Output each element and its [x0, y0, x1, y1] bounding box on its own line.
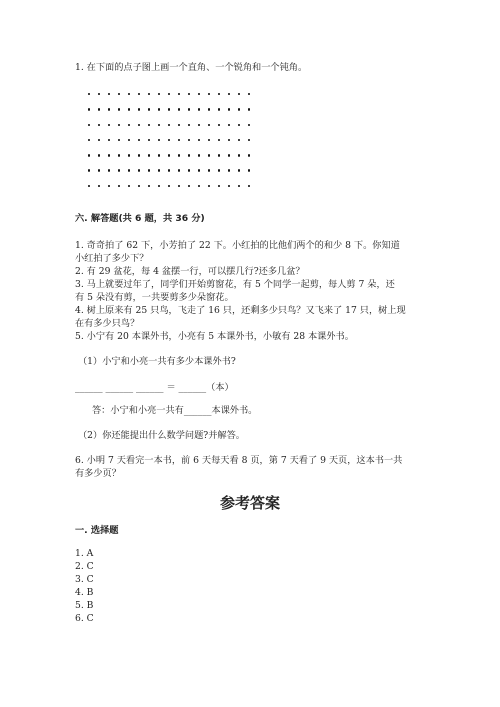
- problem-1-line-2: 小红拍了多少下？: [75, 253, 149, 264]
- problem-1-line-1: 1. 奇奇拍了 62 下，小芳拍了 22 下。小红拍的比他们两个的和少 8 下。你知道: [75, 240, 400, 251]
- grid-dot: [88, 154, 90, 156]
- grid-dot: [178, 169, 180, 171]
- grid-dot: [148, 124, 150, 126]
- grid-dot: [98, 139, 100, 141]
- problem-5-subquestion-2: （2）你还能提出什么数学问题?并解答。: [78, 430, 245, 441]
- grid-dot: [198, 108, 200, 110]
- grid-dot: [158, 154, 160, 156]
- grid-dot: [138, 185, 140, 187]
- grid-dot: [118, 185, 120, 187]
- problem-5-answer: 答：小宁和小亮一共有______本课外书。: [92, 405, 258, 416]
- grid-dot: [188, 124, 190, 126]
- grid-dot: [148, 185, 150, 187]
- grid-dot: [128, 108, 130, 110]
- problem-3-line-1: 3. 马上就要过年了，同学们开始剪窗花，有 5 个同学一起剪，每人剪 7 朵，还: [75, 279, 395, 290]
- grid-dot: [148, 93, 150, 95]
- grid-dot: [168, 124, 170, 126]
- grid-dot: [208, 185, 210, 187]
- grid-dot: [168, 154, 170, 156]
- grid-dot: [218, 139, 220, 141]
- dot-row: [88, 154, 258, 169]
- grid-dot: [88, 169, 90, 171]
- grid-dot: [178, 154, 180, 156]
- dot-row: [88, 124, 258, 139]
- grid-dot: [188, 154, 190, 156]
- grid-dot: [88, 185, 90, 187]
- grid-dot: [138, 139, 140, 141]
- grid-dot: [158, 124, 160, 126]
- grid-dot: [188, 185, 190, 187]
- grid-dot: [208, 124, 210, 126]
- grid-dot: [148, 169, 150, 171]
- problem-2: 2. 有 29 盆花，每 4 盆摆一行，可以摆几行?还多几盆？: [75, 266, 305, 277]
- grid-dot: [198, 93, 200, 95]
- problem-5-equation: ______ ______ ______ ＝ ______（本）: [75, 382, 234, 393]
- grid-dot: [128, 93, 130, 95]
- grid-dot: [98, 124, 100, 126]
- grid-dot: [238, 169, 240, 171]
- grid-dot: [98, 185, 100, 187]
- grid-dot: [138, 93, 140, 95]
- grid-dot: [178, 185, 180, 187]
- dot-row: [88, 139, 258, 154]
- grid-dot: [98, 108, 100, 110]
- grid-dot: [208, 169, 210, 171]
- grid-dot: [228, 169, 230, 171]
- grid-dot: [128, 169, 130, 171]
- grid-dot: [158, 93, 160, 95]
- grid-dot: [128, 154, 130, 156]
- grid-dot: [118, 139, 120, 141]
- answer-item: 6. C: [75, 613, 94, 624]
- grid-dot: [138, 169, 140, 171]
- grid-dot: [248, 93, 250, 95]
- grid-dot: [178, 139, 180, 141]
- grid-dot: [228, 108, 230, 110]
- grid-dot: [248, 108, 250, 110]
- grid-dot: [198, 154, 200, 156]
- grid-dot: [238, 93, 240, 95]
- grid-dot: [208, 93, 210, 95]
- grid-dot: [188, 93, 190, 95]
- grid-dot: [138, 154, 140, 156]
- grid-dot: [218, 185, 220, 187]
- problem-5: 5. 小宁有 20 本课外书，小亮有 5 本课外书，小敏有 28 本课外书。: [75, 331, 354, 342]
- grid-dot: [218, 154, 220, 156]
- grid-dot: [248, 154, 250, 156]
- answer-item: 3. C: [75, 574, 94, 585]
- grid-dot: [118, 154, 120, 156]
- grid-dot: [178, 108, 180, 110]
- answer-section-heading: 一. 选择题: [75, 525, 119, 536]
- grid-dot: [168, 139, 170, 141]
- grid-dot: [248, 185, 250, 187]
- grid-dot: [158, 108, 160, 110]
- grid-dot: [148, 139, 150, 141]
- grid-dot: [198, 124, 200, 126]
- grid-dot: [108, 124, 110, 126]
- grid-dot: [238, 154, 240, 156]
- grid-dot: [228, 93, 230, 95]
- dot-row: [88, 169, 258, 184]
- grid-dot: [198, 169, 200, 171]
- grid-dot: [88, 139, 90, 141]
- grid-dot: [108, 139, 110, 141]
- problem-5-subquestion-1: （1）小宁和小亮一共有多少本课外书?: [78, 356, 236, 367]
- grid-dot: [148, 108, 150, 110]
- grid-dot: [118, 169, 120, 171]
- grid-dot: [108, 93, 110, 95]
- grid-dot: [158, 139, 160, 141]
- problem-4-line-1: 4. 树上原来有 25 只鸟，飞走了 16 只，还剩多少只鸟？又飞来了 17 只，树上现: [75, 305, 406, 316]
- grid-dot: [168, 93, 170, 95]
- grid-dot: [128, 185, 130, 187]
- problem-3-line-2: 有 5 朵没有剪，一共要剪多少朵窗花。: [75, 292, 234, 303]
- grid-dot: [248, 124, 250, 126]
- grid-dot: [228, 154, 230, 156]
- grid-dot: [188, 108, 190, 110]
- grid-dot: [138, 124, 140, 126]
- grid-dot: [198, 185, 200, 187]
- answer-item: 5. B: [75, 600, 94, 611]
- grid-dot: [238, 185, 240, 187]
- grid-dot: [158, 185, 160, 187]
- grid-dot: [208, 154, 210, 156]
- grid-dot: [238, 108, 240, 110]
- grid-dot: [88, 108, 90, 110]
- grid-dot: [128, 139, 130, 141]
- answer-item: 2. C: [75, 561, 94, 572]
- problem-6-line-2: 有多少页？: [75, 468, 121, 479]
- grid-dot: [208, 108, 210, 110]
- answer-key-title: 参考答案: [219, 494, 280, 512]
- grid-dot: [168, 169, 170, 171]
- grid-dot: [178, 93, 180, 95]
- section-6-heading: 六. 解答题(共 6 题，共 36 分): [75, 213, 205, 224]
- grid-dot: [248, 139, 250, 141]
- grid-dot: [108, 169, 110, 171]
- grid-dot: [218, 108, 220, 110]
- grid-dot: [228, 139, 230, 141]
- grid-dot: [238, 124, 240, 126]
- grid-dot: [228, 185, 230, 187]
- grid-dot: [158, 169, 160, 171]
- grid-dot: [248, 169, 250, 171]
- grid-dot: [198, 139, 200, 141]
- problem-6-line-1: 6. 小明 7 天看完一本书，前 6 天每天看 8 页，第 7 天看了 9 天页，这本书一共: [75, 455, 403, 466]
- grid-dot: [218, 93, 220, 95]
- grid-dot: [118, 124, 120, 126]
- grid-dot: [118, 108, 120, 110]
- grid-dot: [88, 93, 90, 95]
- grid-dot: [98, 93, 100, 95]
- answer-item: 1. A: [75, 548, 94, 559]
- dot-row: [88, 185, 258, 200]
- grid-dot: [228, 124, 230, 126]
- grid-dot: [238, 139, 240, 141]
- grid-dot: [138, 108, 140, 110]
- problem-4-line-2: 在有多少只鸟？: [75, 318, 140, 329]
- grid-dot: [108, 108, 110, 110]
- grid-dot: [168, 185, 170, 187]
- grid-dot: [98, 154, 100, 156]
- grid-dot: [178, 124, 180, 126]
- grid-dot: [218, 169, 220, 171]
- grid-dot: [218, 124, 220, 126]
- grid-dot: [118, 93, 120, 95]
- grid-dot: [168, 108, 170, 110]
- grid-dot: [98, 169, 100, 171]
- grid-dot: [188, 169, 190, 171]
- question-1-text: 1. 在下面的点子图上画一个直角、一个锐角和一个钝角。: [75, 62, 308, 73]
- grid-dot: [88, 124, 90, 126]
- grid-dot: [148, 154, 150, 156]
- dot-row: [88, 108, 258, 123]
- dot-row: [88, 93, 258, 108]
- grid-dot: [208, 139, 210, 141]
- answer-item: 4. B: [75, 587, 94, 598]
- grid-dot: [108, 154, 110, 156]
- grid-dot: [188, 139, 190, 141]
- grid-dot: [108, 185, 110, 187]
- dot-grid: [88, 93, 258, 200]
- grid-dot: [128, 124, 130, 126]
